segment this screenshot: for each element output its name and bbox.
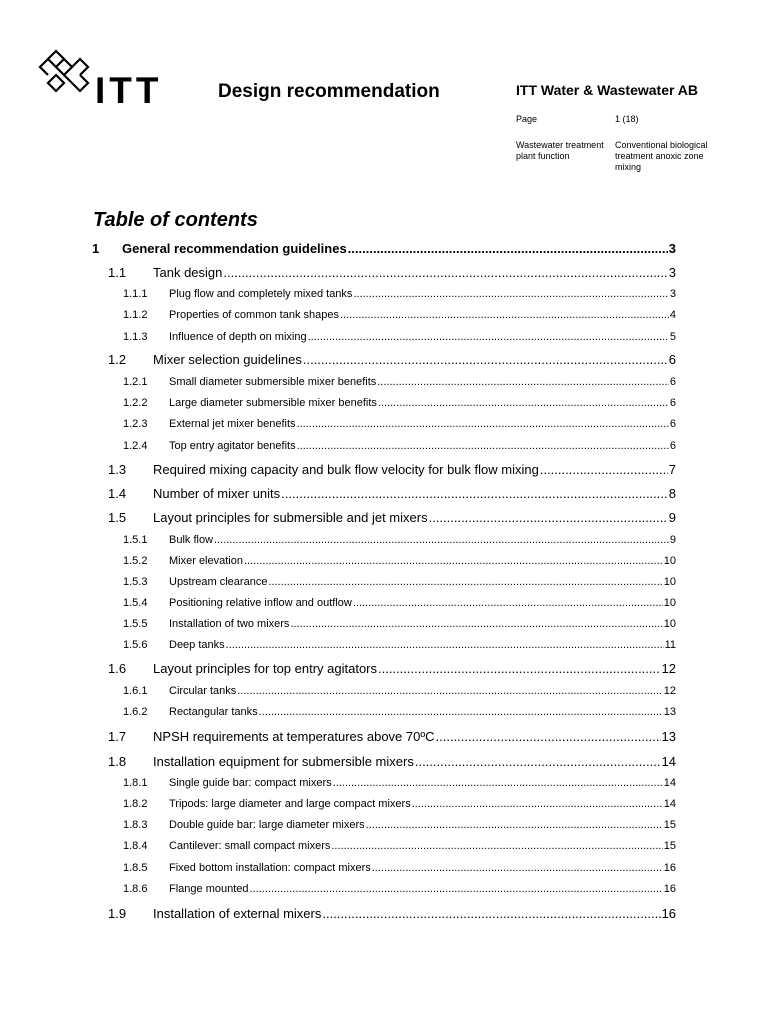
toc-entry-title[interactable]: Rectangular tanks <box>169 706 258 718</box>
toc-entry-title[interactable]: Fixed bottom installation: compact mixers <box>169 862 371 874</box>
toc-entry-title[interactable]: Flange mounted <box>169 883 249 895</box>
toc-entry-title[interactable]: Installation of two mixers <box>169 618 290 630</box>
dot-leader <box>237 685 663 697</box>
function-value: Conventional biological treatment anoxic zone mixing <box>615 140 708 172</box>
toc-entry-page: 3 <box>669 288 676 300</box>
toc-entry-page: 9 <box>669 534 676 546</box>
toc-entry-title[interactable]: Top entry agitator benefits <box>169 440 296 452</box>
toc-entry-page: 6 <box>669 440 676 452</box>
toc-entry-page: 10 <box>663 555 676 567</box>
toc-entry-page: 3 <box>668 265 676 280</box>
itt-logo-icon <box>38 48 98 94</box>
toc-entry-number: 1.5.6 <box>123 639 148 651</box>
toc-entry-number: 1.8.6 <box>123 883 148 895</box>
toc-heading: Table of contents <box>93 209 258 231</box>
toc-entry-page: 14 <box>663 798 676 810</box>
toc-entry-number: 1.2.2 <box>123 397 148 409</box>
toc-entry-number: 1.1 <box>108 265 127 280</box>
toc-entry-title[interactable]: Upstream clearance <box>169 576 268 588</box>
toc-entry-title[interactable]: Double guide bar: large diameter mixers <box>169 819 365 831</box>
toc-entry-number: 1.8.3 <box>123 819 148 831</box>
dot-leader <box>348 241 668 256</box>
toc-entry-number: 1.8.2 <box>123 798 148 810</box>
toc-entry-page: 15 <box>663 819 676 831</box>
dot-leader <box>415 754 661 769</box>
page-label: Page <box>516 114 538 124</box>
toc-entry-title[interactable]: Properties of common tank shapes <box>169 309 339 321</box>
toc-entry-number: 1.2.1 <box>123 376 148 388</box>
dot-leader <box>259 706 663 718</box>
toc-entry-number: 1.2.4 <box>123 440 148 452</box>
toc-entry-title[interactable]: Installation equipment for submersible mixers <box>153 754 414 769</box>
toc-entry-title[interactable]: Influence of depth on mixing <box>169 331 307 343</box>
dot-leader <box>353 597 663 609</box>
toc-entry-page: 16 <box>663 883 676 895</box>
toc-entry-number: 1.5.3 <box>123 576 148 588</box>
toc-entry-title[interactable]: Installation of external mixers <box>153 906 322 921</box>
dot-leader <box>540 462 668 477</box>
toc-entry-number: 1.5.5 <box>123 618 148 630</box>
dot-leader <box>378 397 669 409</box>
dot-leader <box>223 265 667 280</box>
toc-entry-page: 14 <box>661 754 676 769</box>
toc-entry-page: 16 <box>663 862 676 874</box>
dot-leader <box>353 288 668 300</box>
toc-entry-title[interactable]: Plug flow and completely mixed tanks <box>169 288 353 300</box>
toc-entry-page: 13 <box>663 706 676 718</box>
toc-entry-number: 1.6.1 <box>123 685 148 697</box>
toc-entry-title[interactable]: Circular tanks <box>169 685 237 697</box>
toc-entry-page: 10 <box>663 576 676 588</box>
toc-entry-page: 5 <box>669 331 676 343</box>
toc-entry-title[interactable]: Tripods: large diameter and large compact mixers <box>169 798 411 810</box>
toc-entry-title[interactable]: Number of mixer units <box>153 486 281 501</box>
toc-entry-title[interactable]: General recommendation guidelines <box>122 241 347 256</box>
toc-entry-page: 6 <box>668 352 676 367</box>
page-number: 1 (18) <box>615 114 639 124</box>
toc-entry-title[interactable]: Layout principles for top entry agitators <box>153 661 378 676</box>
toc-entry-number: 1.2.3 <box>123 418 148 430</box>
toc-entry-page: 12 <box>663 685 676 697</box>
toc-entry-title[interactable]: Mixer selection guidelines <box>153 352 302 367</box>
dot-leader <box>377 376 669 388</box>
toc-entry-number: 1.9 <box>108 906 127 921</box>
toc-entry-page: 6 <box>669 418 676 430</box>
toc-entry-page: 10 <box>663 597 676 609</box>
function-label: Wastewater treatment plant function <box>516 140 604 161</box>
dot-leader <box>297 418 669 430</box>
toc-entry-number: 1 <box>92 241 100 256</box>
toc-entry-number: 1.8.4 <box>123 840 148 852</box>
toc-entry-page: 4 <box>669 309 676 321</box>
dot-leader <box>268 576 662 588</box>
dot-leader <box>290 618 662 630</box>
toc-entry-number: 1.5.1 <box>123 534 148 546</box>
toc-entry-number: 1.2 <box>108 352 127 367</box>
toc-entry-title[interactable]: Tank design <box>153 265 223 280</box>
toc-entry-number: 1.1.3 <box>123 331 148 343</box>
toc-entry-page: 13 <box>661 729 676 744</box>
toc-entry-number: 1.1.1 <box>123 288 148 300</box>
dot-leader <box>297 440 669 452</box>
dot-leader <box>372 862 663 874</box>
toc-entry-page: 9 <box>668 510 676 525</box>
toc-entry-number: 1.6.2 <box>123 706 148 718</box>
dot-leader <box>214 534 669 546</box>
toc-entry-number: 1.4 <box>108 486 127 501</box>
toc-entry-title[interactable]: NPSH requirements at temperatures above 70ºC <box>153 729 435 744</box>
dot-leader <box>308 331 669 343</box>
toc-entry-title[interactable]: Deep tanks <box>169 639 225 651</box>
toc-entry-title[interactable]: Single guide bar: compact mixers <box>169 777 332 789</box>
toc-entry-number: 1.5.2 <box>123 555 148 567</box>
toc-entry-number: 1.8.1 <box>123 777 148 789</box>
toc-entry-page: 14 <box>663 777 676 789</box>
toc-entry-page: 16 <box>661 906 676 921</box>
toc-entry-title[interactable]: Bulk flow <box>169 534 214 546</box>
toc-entry-number: 1.3 <box>108 462 127 477</box>
dot-leader <box>322 906 660 921</box>
logo-text: ITT <box>95 70 163 111</box>
toc-entry-page: 11 <box>664 639 676 651</box>
toc-entry-number: 1.8.5 <box>123 862 148 874</box>
toc-entry-page: 15 <box>663 840 676 852</box>
toc-entry-page: 6 <box>669 397 676 409</box>
toc-entry-number: 1.6 <box>108 661 127 676</box>
document-title: Design recommendation <box>218 81 440 102</box>
toc-entry-title[interactable]: Large diameter submersible mixer benefits <box>169 397 377 409</box>
dot-leader <box>366 819 663 831</box>
toc-entry-title[interactable]: Cantilever: small compact mixers <box>169 840 331 852</box>
company-name: ITT Water & Wastewater AB <box>516 82 699 98</box>
toc-entry-number: 1.8 <box>108 754 127 769</box>
toc-entry-title[interactable]: External jet mixer benefits <box>169 418 296 430</box>
toc-entry-page: 10 <box>663 618 676 630</box>
toc-entry-page: 3 <box>668 241 676 256</box>
dot-leader <box>429 510 668 525</box>
dot-leader <box>244 555 663 567</box>
toc-entry-title[interactable]: Small diameter submersible mixer benefits <box>169 376 377 388</box>
toc-entry-page: 7 <box>668 462 676 477</box>
dot-leader <box>412 798 663 810</box>
dot-leader <box>436 729 661 744</box>
dot-leader <box>226 639 664 651</box>
toc-entry-number: 1.7 <box>108 729 127 744</box>
dot-leader <box>340 309 669 321</box>
dot-leader <box>250 883 663 895</box>
toc-entry-number: 1.5 <box>108 510 127 525</box>
toc-entry-page: 8 <box>668 486 676 501</box>
dot-leader <box>331 840 662 852</box>
toc-entry-title[interactable]: Mixer elevation <box>169 555 243 567</box>
toc-entry-title[interactable]: Positioning relative inflow and outflow <box>169 597 352 609</box>
toc-entry-title[interactable]: Required mixing capacity and bulk flow velocity for bulk flow mixing <box>153 462 539 477</box>
toc-entry-number: 1.1.2 <box>123 309 148 321</box>
toc-entry-page: 12 <box>661 661 676 676</box>
dot-leader <box>303 352 668 367</box>
toc-entry-number: 1.5.4 <box>123 597 148 609</box>
toc-entry-page: 6 <box>669 376 676 388</box>
dot-leader <box>333 777 663 789</box>
dot-leader <box>281 486 668 501</box>
toc-entry-title[interactable]: Layout principles for submersible and jet mixers <box>153 510 428 525</box>
dot-leader <box>378 661 661 676</box>
